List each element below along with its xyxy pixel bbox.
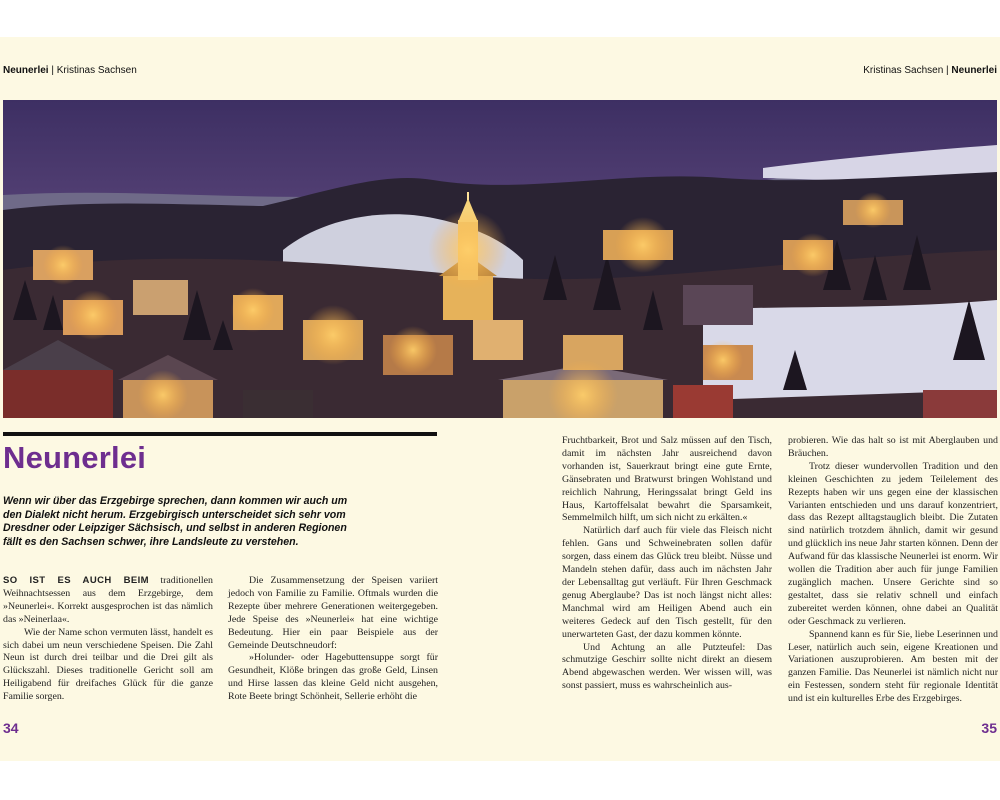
article-lead: Wenn wir über das Erzgebirge sprechen, dann kommen wir auch um den Dialekt nicht herum. Erzgebirgisch unterscheidet sich sehr vom Dresdner oder Leipziger Sächsisch, und selbst in anderen Regionen fällt es den Sachsen schwer, ihre Landsleute zu verstehen.	[3, 495, 348, 548]
article-title: Neunerlei	[3, 440, 147, 475]
paragraph: Die Zusammensetzung der Speisen variiert jedoch von Familie zu Familie. Oftmals wurden die Rezepte über mehrere Generationen weitergegeben. Jede Speise des »Neunerlei« hat eine wichtige Bedeutung. Hier ein paar Beispiele aus der Gemeinde Deutschneudorf:	[228, 575, 438, 651]
text-column-2	[228, 575, 438, 704]
paragraph: Spannend kann es für Sie, liebe Leserinnen und Leser, natürlich auch sein, eigene Kreationen und Variationen auszuprobieren. Am besten mit der ganzen Familie. Das Neunerlei ist nämlich nicht nur ein Festessen, sondern steht für regionale Identität und ist ein kulturelles Erbe des Erzgebirges.	[788, 628, 998, 705]
header-separator: |	[943, 65, 952, 76]
page-number-left: 34	[3, 720, 19, 736]
paragraph	[3, 575, 213, 627]
paragraph: »Holunder- oder Hagebuttensuppe sorgt für Gesundheit, Klöße bringen das große Geld, Linsen und Hirse lassen das kleine Geld nicht ausgehen, Rote Beete bringt Schönheit, Sellerie erhöht die	[228, 652, 438, 703]
header-book-title: Kristinas Sachsen	[863, 65, 944, 76]
paragraph: Trotz dieser wundervollen Tradition und den kleinen Geschichten zu jedem Teilelement des Rezepts haben wir uns gegen eine der klassischen Varianten entschieden und uns darauf konzentriert, dass das Rezept alltagstauglich bleibt. Die Zutaten sind natürlich trotzdem ähnlich, damit wir gesund und glücklich ins neue Jahr starten können. Denn der Aufwand für das klassische Neunerlei ist enorm. Wir wollen die Tradition aber auch für junge Familien zugänglich machen. Unsere Gerichte sind so gestaltet, dass sie relativ schnell und einfach zubereitet werden können, ohne dabei an Qualität oder Geschmack zu verlieren.	[788, 460, 998, 627]
header-section-title: Neunerlei	[3, 65, 49, 76]
text-column-4	[788, 435, 998, 706]
paragraph: probieren. Wie das halt so ist mit Aberglauben und Bräuchen.	[788, 435, 998, 459]
photo-illustration	[3, 100, 997, 418]
paragraph-text: traditionellen Weihnachtsessen aus dem Erzgebirge, dem »Neunerlei«. Korrekt ausgesprochen ist das nämlich das »Neinerlaa«.	[3, 575, 213, 625]
header-separator: |	[48, 65, 57, 76]
paragraph: Wie der Name schon vermuten lässt, handelt es sich dabei um neun verschiedene Speisen. Die Zahl Neun ist durch drei teilbar und die Drei gilt als Glückszahl. Dieses traditionelle Gericht soll am Heiligabend für dreifaches Glück für die ganze Familie sorgen.	[3, 626, 213, 703]
title-rule	[3, 432, 437, 436]
text-column-3	[562, 435, 772, 693]
run-in-heading: SO IST ES AUCH BEIM	[3, 575, 149, 586]
village-night-photo	[3, 100, 997, 418]
header-book-title: Kristinas Sachsen	[56, 65, 137, 76]
magazine-spread	[0, 37, 1000, 761]
running-header-right	[863, 65, 997, 76]
page-number-right: 35	[981, 720, 997, 736]
paragraph: Fruchtbarkeit, Brot und Salz müssen auf den Tisch, damit im nächsten Jahr ausreichend davon vorhanden ist, Sauerkraut bringt eine gute Ernte, Gänsebraten und Bratwurst bringen Wohlstand und reichlich Nahrung, Heringssalat bringt Geld ins Haus, Kartoffelsalat bewahrt die Sparsamkeit, Semmelmilch hilft, um sich nicht zu erkälten.«	[562, 435, 772, 524]
text-column-1	[3, 575, 213, 704]
header-section-title: Neunerlei	[951, 65, 997, 76]
running-header-left	[3, 65, 137, 76]
paragraph: Natürlich darf auch für viele das Fleisch nicht fehlen. Gans und Schweinebraten sollen dafür sorgen, dass einem das Glück treu bleibt. Nüsse und Mandeln stehen dafür, dass auch im nächsten Jahr der Lebensalltag gut verläuft. Für Ihren Geschmack genug Aberglaube? Das ist noch längst nicht alles: Manchmal wird am Heiligen Abend auch ein weiteres Gedeck auf den Tisch gestellt, für den unerwarteten Gast, der dazu kommen könnte.	[562, 525, 772, 640]
paragraph: Und Achtung an alle Putzteufel: Das schmutzige Geschirr sollte nicht direkt an diesem Abend abgewaschen werden. Wer wissen will, was sonst passiert, muss es wahrscheinlich aus-	[562, 641, 772, 692]
